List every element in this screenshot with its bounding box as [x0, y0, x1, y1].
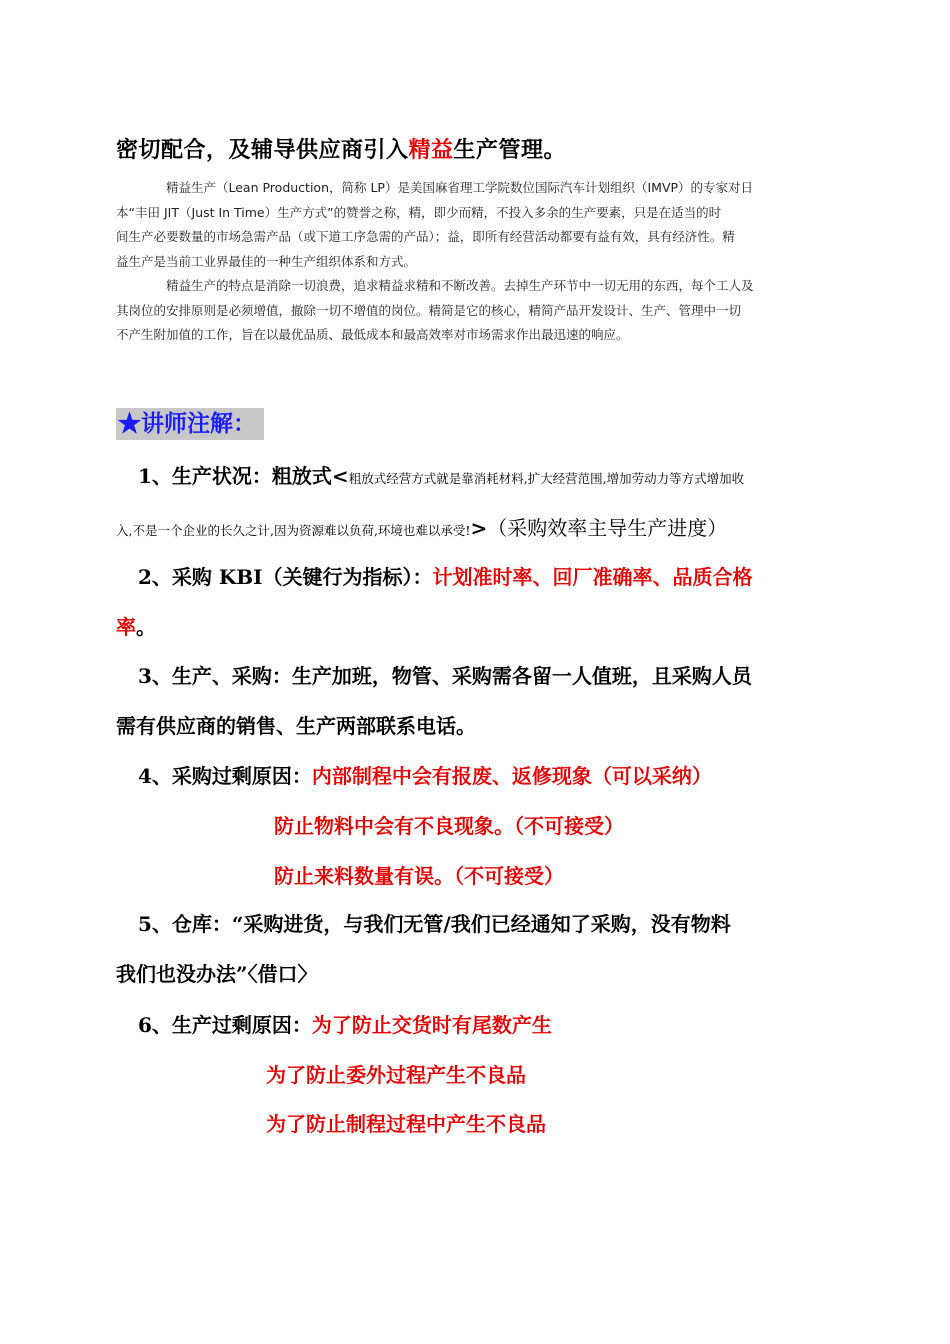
item-2-label: 2、采购 KBI（关键行为指标）：	[138, 565, 433, 589]
lead-text-before: 密切配合，及辅导供应商引入	[116, 137, 409, 163]
item-6-reason-2: 为了防止委外过程产生不良品	[266, 1063, 526, 1087]
paragraph-line: 精益生产（Lean Production，简称 LP）是美国麻省理工学院数位国际汽车计划组织（IMVP）的专家对日	[166, 180, 754, 195]
item-3-line-1: 3、生产、采购：生产加班，物管、采购需各留一人值班，且采购人员	[138, 664, 752, 688]
paragraph-line: 其岗位的安排原则是必须增值，撤除一切不增值的岗位。精简是它的核心，精简产品开发设计、生产、管理中一切	[116, 302, 742, 318]
paragraph-line: 间生产必要数量的市场急需产品（或下道工序急需的产品）；益，即所有经营活动都要有益有效，具有经济性。精	[116, 229, 735, 244]
lean-features-paragraph	[116, 274, 834, 348]
item-1-detail-part-2: 入,不是一个企业的长久之计,因为资源难以负荷,环境也难以承受!	[116, 523, 471, 538]
item-4-line-1	[138, 760, 712, 789]
item-1-line-2	[116, 512, 727, 541]
lead-highlight: 精益	[408, 137, 454, 163]
item-2-line-2	[116, 611, 156, 640]
item-1-tail: （采购效率主导生产进度）	[487, 516, 728, 540]
item-5-line-1: 5、仓库：“采购进货，与我们无管/我们已经通知了采购，没有物料	[138, 912, 731, 936]
item-1-line-1	[138, 460, 744, 489]
item-2-line-1	[138, 561, 753, 590]
item-6-line-1	[138, 1009, 552, 1038]
item-4-reason-3: 防止来料数量有误。（不可接受）	[274, 864, 564, 888]
item-1-label: 1、生产状况：粗放式<	[138, 464, 349, 488]
lean-definition-paragraph	[116, 176, 834, 274]
item-2-period: 。	[136, 615, 156, 639]
item-5-line-2: 我们也没办法”〈借口〉	[116, 962, 318, 986]
item-4-reason-1: 内部制程中会有报废、返修现象（可以采纳）	[311, 764, 712, 788]
item-6-reason-3: 为了防止制程过程中产生不良品	[266, 1112, 546, 1136]
item-2-kpis: 计划准时率、回厂准确率、品质合格	[432, 565, 753, 589]
paragraph-line: 益生产是当前工业界最佳的一种生产组织体系和方式。	[116, 253, 417, 269]
item-2-kpi-end: 率	[116, 615, 136, 639]
paragraph-line: 精益生产的特点是消除一切浪费，追求精益求精和不断改善。去掉生产环节中一切无用的东西，每个工人及	[166, 278, 754, 293]
lead-sentence	[116, 133, 566, 164]
lead-text-after: 生产管理。	[453, 137, 567, 163]
item-4-reason-2: 防止物料中会有不良现象。（不可接受）	[274, 814, 624, 838]
notes-heading: ★讲师注解：	[116, 408, 264, 440]
item-4-label: 4、采购过剩原因：	[138, 764, 312, 788]
item-1-detail-part-1: 粗放式经营方式就是靠消耗材料,扩大经营范围,增加劳动力等方式增加收	[348, 471, 745, 486]
item-1-close: >	[470, 516, 488, 540]
paragraph-line: 不产生附加值的工作，旨在以最优品质、最低成本和最高效率对市场需求作出最迅速的响应。	[116, 327, 629, 342]
item-6-reason-1: 为了防止交货时有尾数产生	[311, 1013, 552, 1037]
item-6-label: 6、生产过剩原因：	[138, 1013, 312, 1037]
item-3-line-2: 需有供应商的销售、生产两部联系电话。	[116, 714, 476, 738]
paragraph-line: 本“丰田 JIT（Just In Time）生产方式”的赞誉之称，精，即少而精，不投入多余的生产要素，只是在适当的时	[116, 204, 722, 220]
